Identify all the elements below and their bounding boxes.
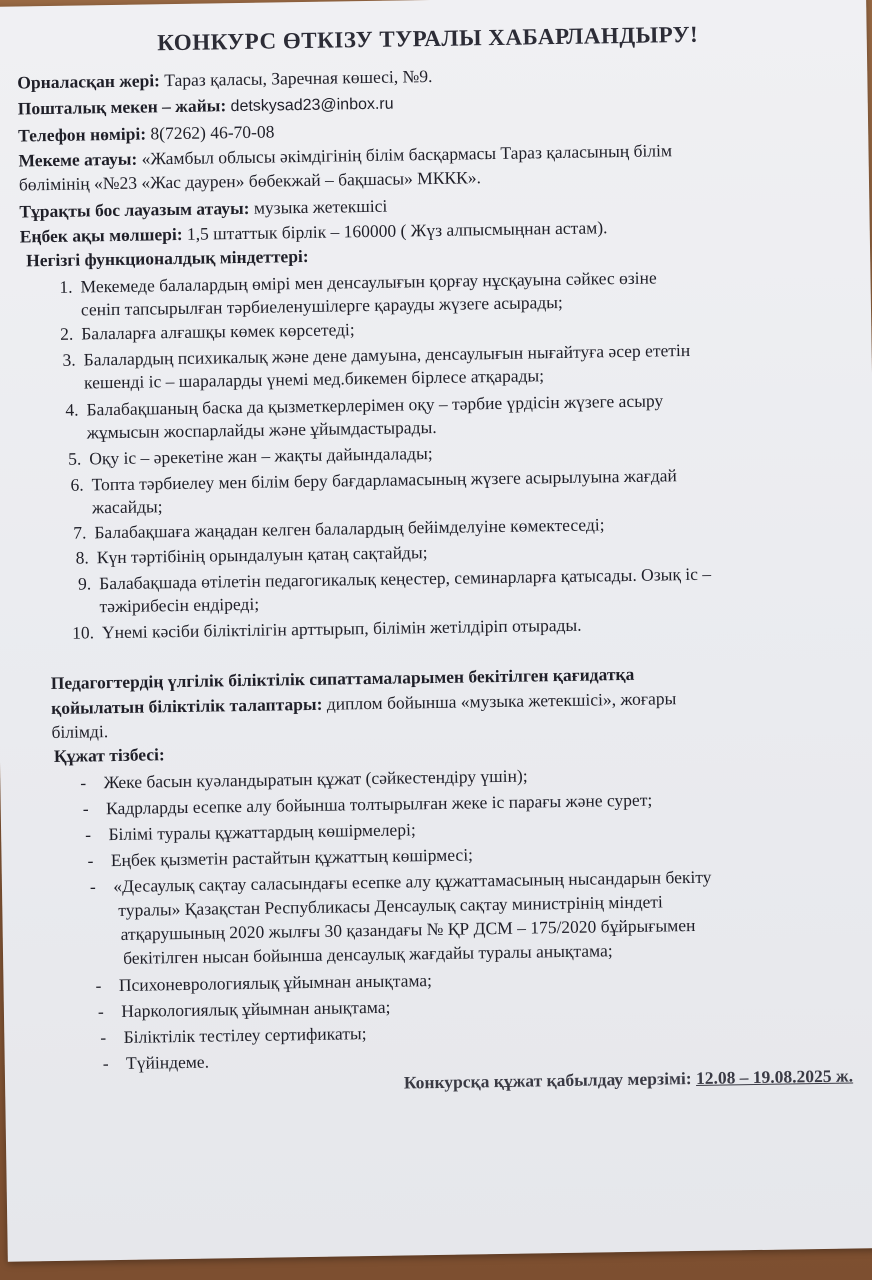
email-row	[18, 93, 394, 120]
docs-heading: Құжат тізбесі:	[53, 744, 165, 766]
location-label: Орналасқан жері:	[17, 70, 161, 93]
duty-number: 9.	[77, 573, 92, 594]
duty-item	[61, 542, 428, 569]
duty-text: Оқу іс – әрекетіне жан – жақты дайындалады;	[89, 443, 433, 469]
doc-text: Наркологиялық ұйымнан анықтама;	[121, 996, 391, 1021]
doc-item-continuation: атқарушының 2020 жылғы 30 қазандағы № ҚР ДСМ – 175/2020 бұйрығымен	[120, 914, 696, 944]
page-title: КОНКУРС ӨТКІЗУ ТУРАЛЫ ХАБАРЛАНДЫРУ!	[157, 21, 699, 56]
duty-number: 5.	[67, 448, 82, 469]
location-value: Тараз қаласы, Заречная көшесі, №9.	[159, 65, 433, 91]
email-value: detskysad23@inbox.ru	[230, 95, 394, 116]
doc-item	[83, 790, 653, 820]
phone-label: Телефон нөмірі:	[18, 123, 147, 146]
qualification-line2	[51, 688, 676, 719]
doc-text: Жеке басын куәландыратын құжат (сәйкестендіру үшін);	[103, 765, 528, 793]
qualification-value: диплом бойынша «музыка жетекшісі», жоғары	[322, 688, 677, 714]
duty-text: Балабақшаның баска да қызметкерлерімен оқу – тәрбие үрдісін жүзеге асыру	[86, 390, 664, 420]
duty-item-continuation: жұмысын жоспарлайды және ұйымдастырады.	[86, 416, 437, 443]
salary-row	[20, 217, 608, 247]
duty-item	[63, 564, 711, 595]
dash-marker: -	[89, 876, 114, 897]
deadline-row	[404, 1065, 854, 1093]
duty-item	[55, 465, 677, 496]
doc-item	[87, 844, 473, 871]
duty-item	[58, 514, 604, 544]
duty-text: Балабақшаға жаңадан келген балалардың бейімделуіне көмектеседі;	[94, 514, 605, 543]
duty-number: 7.	[73, 522, 87, 543]
duty-text: Балаларға алғашқы көмек көрсетеді;	[81, 319, 355, 344]
duty-text: Күн тәртібінің орындалуын қатаң сақтайды;	[96, 542, 428, 568]
email-label: Пошталық мекен – жайы:	[17, 95, 227, 119]
duty-text: Мекемеде балалардың өмірі мен денсаулығын қорғау нұсқауына сәйкес өзіне	[80, 267, 657, 297]
dash-marker: -	[97, 1000, 122, 1022]
qualification-heading-line1: Педагогтердің үлгілік біліктілік сипаттамаларымен бекітілген қағидатқа	[50, 663, 635, 694]
vacancy-row	[19, 196, 387, 223]
doc-item	[100, 1023, 367, 1048]
duty-item-continuation: кешенді іс – шараларды үнемі мед.бикемен бірлесе атқарады;	[83, 365, 545, 393]
dash-marker: -	[84, 824, 109, 845]
qualification-value-line3: білімді.	[51, 721, 109, 743]
dash-marker: -	[82, 798, 107, 819]
duty-text: Балабақшада өтілетін педагогикалық кеңестер, семинарларға қатысады. Озық іс –	[99, 563, 712, 594]
doc-text: Біліктілік тестілеу сертификаты;	[123, 1023, 367, 1047]
doc-text: «Десаулық сақтау саласындағы есепке алу құжаттамасының нысандарын бекіту	[113, 866, 712, 897]
institution-value-line2: бөлімінің «№23 «Жас даурен» бөбекжай – бақшасы» МККК».	[18, 167, 482, 195]
institution-label: Мекеме атауы:	[18, 148, 138, 171]
doc-text: Психоневрологиялық ұйымнан анықтама;	[118, 970, 433, 996]
duty-item-continuation: сеніп тапсырылған тәрбиеленушілерге қарауды жүзеге асырады;	[80, 291, 563, 320]
duty-item	[48, 340, 691, 371]
duty-item	[45, 319, 355, 345]
vacancy-label: Тұрақты бос лауазым атауы:	[19, 197, 250, 222]
duty-item	[44, 267, 656, 298]
doc-text: Білімі туралы құжаттардың көшірмелері;	[108, 819, 416, 845]
duty-number: 8.	[75, 547, 89, 568]
duty-text: Топта тәрбиелеу мен білім беру бағдарламасының жүзеге асырылуына жағдай	[91, 465, 677, 495]
deadline-dates: 12.08 – 19.08.2025 ж.	[695, 1065, 854, 1088]
location-row	[17, 66, 432, 94]
salary-value: 1,5 штаттык бірлік – 160000 ( Жүз алпысмыңнан астам).	[182, 217, 608, 244]
duty-item-continuation: жасайды;	[91, 496, 163, 518]
doc-item	[80, 766, 528, 794]
doc-item	[85, 819, 416, 845]
duty-number: 3.	[62, 349, 76, 370]
dash-marker: -	[95, 975, 120, 996]
doc-text: Еңбек қызметін растайтын құжаттың көшірмесі;	[110, 844, 474, 871]
qualification-heading-line2: қойылатын біліктілік талаптары:	[51, 693, 323, 719]
institution-value-line1: «Жамбыл облысы әкімдігінің білім басқармасы Тараз қаласының білім	[141, 140, 673, 169]
vacancy-value: музыка жетекшісі	[249, 195, 388, 218]
duty-item	[53, 443, 433, 470]
dash-marker: -	[87, 850, 112, 871]
phone-value: 8(7262) 46-70-08	[145, 121, 275, 144]
dash-marker: -	[102, 1052, 127, 1074]
duty-number: 10.	[71, 622, 95, 643]
dash-marker: -	[80, 772, 104, 793]
doc-text: Кадрларды есепке алу бойынша толтырылған жеке іс парағы және сурет;	[105, 789, 653, 819]
doc-item	[95, 970, 432, 996]
doc-text: Түйіндеме.	[125, 1051, 210, 1073]
doc-item	[98, 997, 391, 1023]
phone-row	[18, 121, 275, 146]
doc-item-continuation: бекітілген нысан бойынша денсаулық жағдайы туралы анықтама;	[122, 940, 613, 968]
duty-item	[50, 390, 663, 421]
duty-item	[66, 615, 582, 644]
duty-item-continuation: тәжірибесін ендіреді;	[99, 593, 260, 617]
deadline-label: Конкурсқа құжат қабылдау мерзімі:	[403, 1068, 692, 1093]
duty-number: 6.	[70, 474, 84, 495]
duty-number: 2.	[60, 323, 74, 344]
duty-text: Үнемі кәсіби біліктілігін арттырып, білімін жетілдіріп отырады.	[101, 614, 582, 643]
duty-text: Балалардың психикалық және дене дамуына, денсаулығын нығайтуға әсер ететін	[83, 339, 691, 370]
doc-item	[103, 1052, 210, 1075]
dash-marker: -	[100, 1026, 124, 1048]
duties-heading: Негізгі функционалдық міндеттері:	[25, 245, 309, 271]
salary-label: Еңбек ақы мөлшері:	[19, 223, 183, 247]
duty-number: 4.	[65, 399, 79, 420]
doc-item-continuation: туралы» Қазақстан Республикасы Денсаулық сақтау министрінің міндеті	[118, 891, 663, 921]
duty-number: 1.	[59, 276, 73, 297]
